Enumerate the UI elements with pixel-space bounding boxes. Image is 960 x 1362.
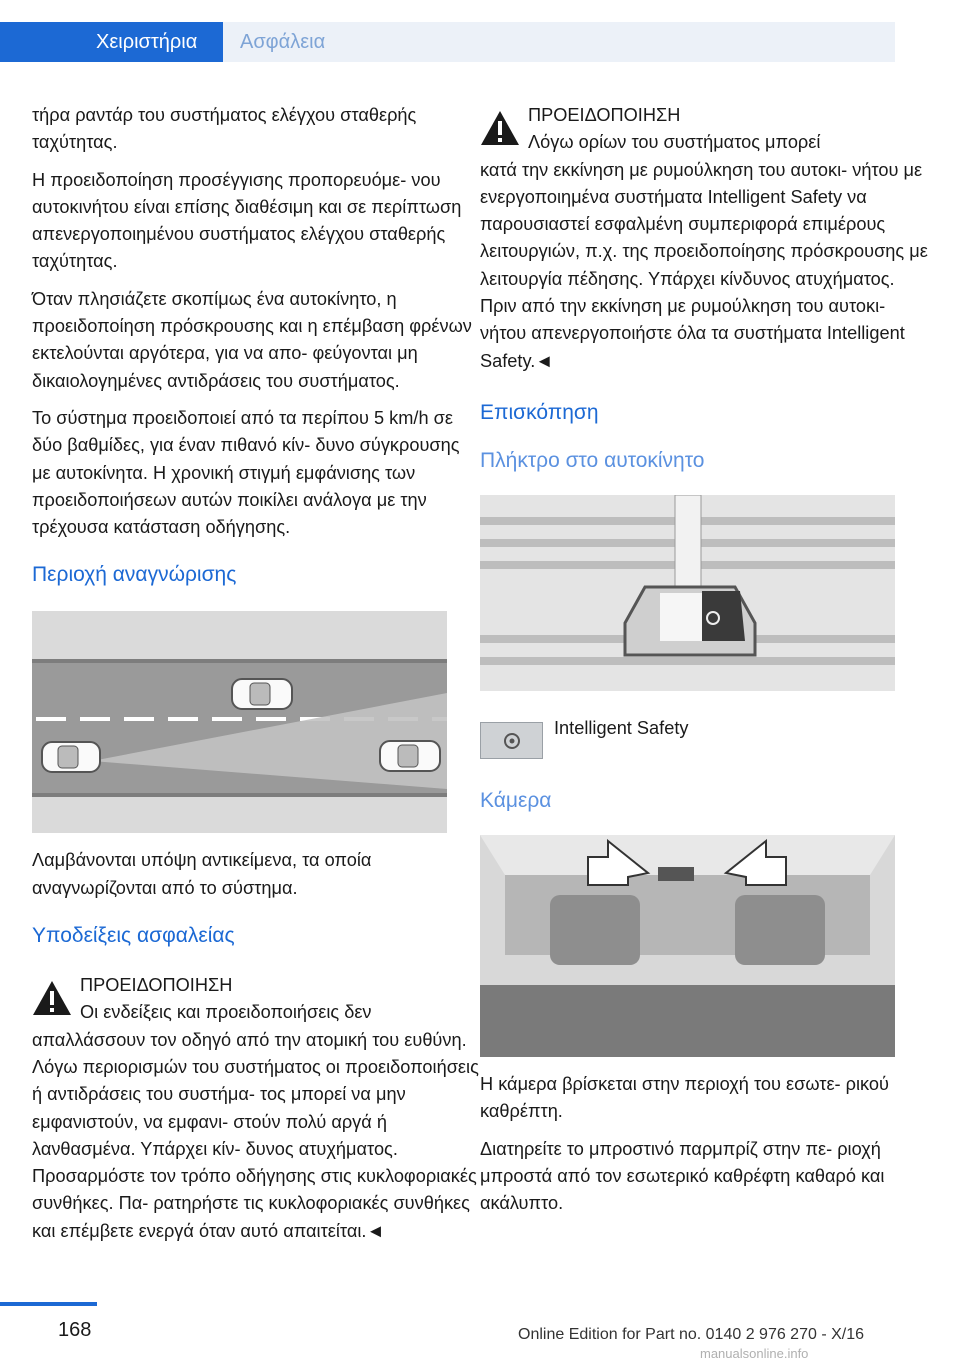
- warning-title: ΠΡΟΕΙΔΟΠΟΙΗΣΗ: [528, 105, 681, 125]
- right-column: [480, 102, 928, 1227]
- warning-text: Λόγω ορίων του συστήματος μπορεί: [528, 132, 821, 153]
- legend-row: [480, 715, 928, 761]
- page-number: 168: [58, 1319, 92, 1341]
- car-ahead: [232, 679, 292, 709]
- warning-triangle-icon: [480, 110, 520, 146]
- paragraph: τήρα ραντάρ του συστήματος ελέγχου σταθερής ταχύτητας.: [32, 105, 417, 153]
- car-ego: [42, 742, 100, 772]
- left-column: [32, 102, 480, 1245]
- intelligent-safety-button-icon: [480, 722, 543, 759]
- warning-title: ΠΡΟΕΙΔΟΠΟΙΗΣΗ: [80, 975, 233, 996]
- paragraph: Η κάμερα βρίσκεται στην περιοχή του εσωτε‐ ρικού καθρέπτη.: [480, 1073, 889, 1122]
- subheading-camera: Κάμερα: [480, 788, 552, 812]
- warning-triangle-icon: [32, 980, 72, 1016]
- section-heading-detection-area: Περιοχή αναγνώρισης: [32, 563, 237, 587]
- header-tabs: [0, 22, 960, 62]
- car-right: [380, 741, 440, 771]
- warning-block: [32, 972, 480, 1245]
- detection-area-illustration: [32, 611, 447, 833]
- section-heading-overview: Επισκόπηση: [480, 400, 599, 424]
- tab-safety[interactable]: Ασφάλεια: [223, 22, 895, 62]
- warning-text: κατά την εκκίνηση με ρυμούλκηση του αυτοκι‐ νήτου με ενεργοποιημένα συστήματα Intelligent Safety να παρουσιαστεί εσφαλμένη συμπεριφορά επιμέρους λειτουργιών, π.χ. της προειδοποίησης πρόσκρουσης με λειτουργία πέδησης. Υπάρχει κίνδυνος ατυχήματος. Πριν από την εκκίνηση με ρυμούλκηση του αυτοκι‐ νήτου απενεργοποιήστε όλα τα συστήματα Intelligent Safety.◄: [480, 159, 928, 371]
- watermark: manualsonline.info: [700, 1346, 809, 1361]
- subheading-button-in-vehicle: Πλήκτρο στο αυτοκίνητο: [480, 448, 705, 472]
- edition-note: Online Edition for Part no. 0140 2 976 270 - X/16: [518, 1326, 865, 1343]
- paragraph: Όταν πλησιάζετε σκοπίμως ένα αυτοκίνητο, η προειδοποίηση πρόσκρουσης και η επέμβαση φρένων εκτελούνται αργότερα, για να απο‐ φεύγονται μη δικαιολογημένες αντιδράσεις του συστήματος.: [32, 288, 472, 391]
- figure-caption: Λαμβάνονται υπόψη αντικείμενα, τα οποία αναγνωρίζονται από το σύστημα.: [32, 850, 372, 898]
- section-heading-safety-notes: Υποδείξεις ασφαλείας: [32, 924, 235, 948]
- camera-location-photo: [480, 835, 895, 1057]
- paragraph: Διατηρείτε το μπροστινό παρμπρίζ στην πε‐ ριοχή μπροστά από τον εσωτερικό καθρέφτη καθαρό και ακάλυπτο.: [480, 1138, 885, 1214]
- warning-text: Οι ενδείξεις και προειδοποιήσεις δεν: [80, 1002, 372, 1023]
- warning-block: [480, 102, 928, 375]
- tab-controls[interactable]: Χειριστήρια: [0, 22, 223, 62]
- intelligent-safety-label: Intelligent Safety: [554, 717, 689, 738]
- button-location-photo: [480, 495, 895, 691]
- warning-text: απαλλάσσουν τον οδηγό από την ατομική του ευθύνη. Λόγω περιορισμών του συστήματος οι προειδοποιήσεις ή αντιδράσεις του συστήμα‐ τος μπορεί να μην εμφανιστούν, να εμφανι‐ στούν πολύ αργά ή λανθασμένα. Υπάρχει κίν‐ δυνος ατυχήματος. Προσαρμόστε τον τρόπο οδήγησης στις κυκλοφοριακές συνθήκες. Πα‐ ρατηρήστε τις κυκλοφοριακές συνθήκες και επέμβετε ενεργά όταν αυτό απαιτείται.◄: [32, 1029, 479, 1241]
- footer-rule: [0, 1302, 97, 1306]
- paragraph: Η προειδοποίηση προσέγγισης προπορευόμε‐ νου αυτοκινήτου είναι επίσης διαθέσιμη και σε περίπτωση απενεργοποιημένου συστήματος ελέγχου σταθερής ταχύτητας.: [32, 169, 462, 272]
- paragraph: Το σύστημα προειδοποιεί από τα περίπου 5 km/h σε δύο βαθμίδες, για έναν πιθανό κίν‐ δυνο σύγκρουσης με αυτοκίνητα. Η χρονική στιγμή εμφάνισης των προειδοποιήσεων αυτών ποικίλει ανάλογα με την τρέχουσα κατάσταση οδήγησης.: [32, 407, 460, 538]
